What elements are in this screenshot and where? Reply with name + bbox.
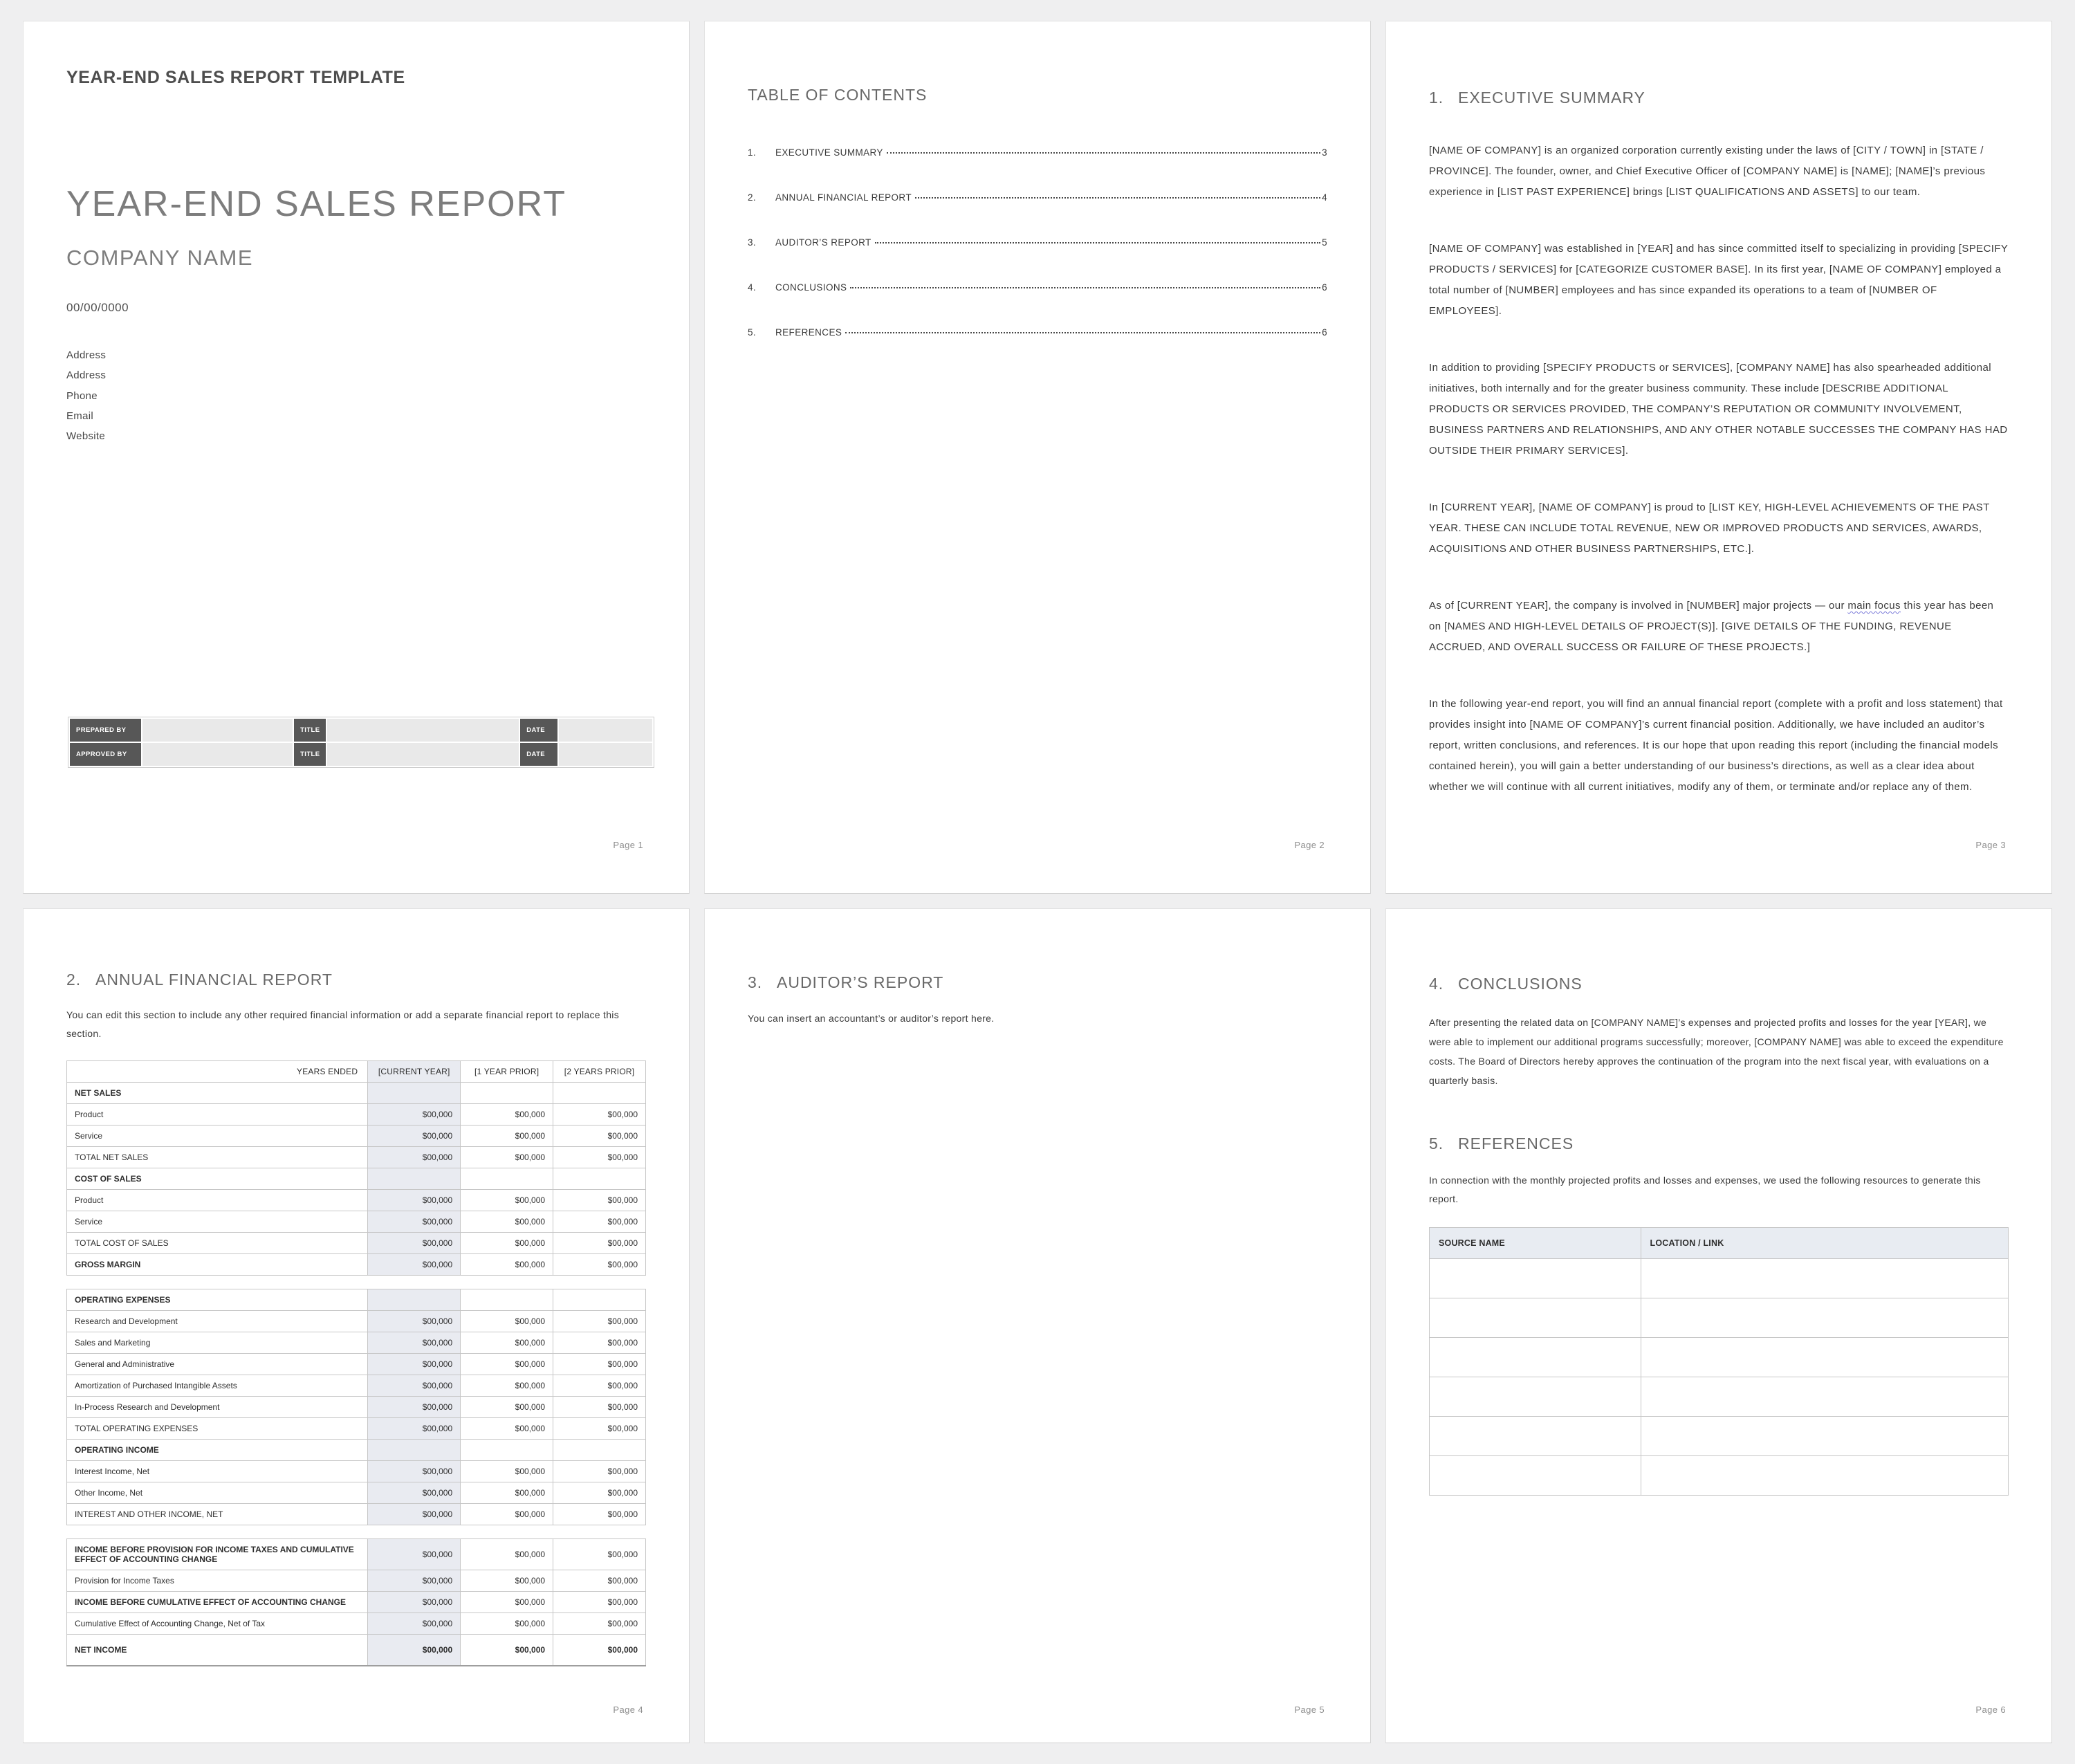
- section-title: EXECUTIVE SUMMARY: [1458, 89, 1645, 107]
- amount-cell: $00,000: [368, 1375, 461, 1397]
- amount-cell: $00,000: [553, 1539, 646, 1570]
- row-label: Product: [67, 1104, 368, 1126]
- contact-block: [66, 345, 646, 446]
- location-link-field[interactable]: [1641, 1377, 2009, 1417]
- row-label: GROSS MARGIN: [67, 1254, 368, 1276]
- amount-cell: $00,000: [553, 1233, 646, 1254]
- executive-summary-body: [1429, 140, 2009, 798]
- page-number: Page 4: [613, 1705, 643, 1715]
- row-label: Research and Development: [67, 1311, 368, 1332]
- financial-table-operating: [66, 1289, 646, 1525]
- empty-amount-cell[interactable]: [461, 1168, 553, 1190]
- source-name-field[interactable]: [1430, 1338, 1641, 1377]
- amount-cell: $00,000: [461, 1570, 553, 1592]
- toc-item-page: 4: [1322, 192, 1327, 203]
- section-title: REFERENCES: [1458, 1134, 1574, 1152]
- empty-amount-cell[interactable]: [461, 1289, 553, 1311]
- location-link-field[interactable]: [1641, 1298, 2009, 1338]
- toc-item-page: 6: [1322, 327, 1327, 338]
- amount-cell: $00,000: [461, 1104, 553, 1126]
- amount-cell: $00,000: [553, 1332, 646, 1354]
- amount-cell: $00,000: [368, 1418, 461, 1440]
- financial-table-header-row: [67, 1061, 646, 1083]
- amount-cell: $00,000: [461, 1539, 553, 1570]
- current-year-header: [CURRENT YEAR]: [368, 1061, 461, 1083]
- financial-row: [67, 1147, 646, 1168]
- amount-cell: $00,000: [368, 1104, 461, 1126]
- amount-cell: $00,000: [461, 1461, 553, 1482]
- empty-amount-cell[interactable]: [553, 1289, 646, 1311]
- amount-cell: $00,000: [553, 1397, 646, 1418]
- amount-cell: $00,000: [461, 1233, 553, 1254]
- section-number: 1.: [1429, 89, 1444, 107]
- amount-cell: $00,000: [553, 1211, 646, 1233]
- title-label: TITLE: [294, 743, 326, 766]
- row-label: INCOME BEFORE CUMULATIVE EFFECT OF ACCOUNTING CHANGE: [67, 1592, 368, 1613]
- section-title: CONCLUSIONS: [1458, 975, 1583, 993]
- row-label: In-Process Research and Development: [67, 1397, 368, 1418]
- section-heading-references: [1429, 1134, 2009, 1153]
- financial-row: [67, 1211, 646, 1233]
- title-field[interactable]: [327, 743, 519, 766]
- financial-row: [67, 1332, 646, 1354]
- source-name-field[interactable]: [1430, 1417, 1641, 1456]
- empty-amount-cell[interactable]: [553, 1083, 646, 1104]
- date-field[interactable]: [559, 743, 652, 766]
- prepared-by-field[interactable]: [142, 719, 293, 742]
- template-name-header: YEAR-END SALES REPORT TEMPLATE: [66, 68, 405, 87]
- section-title: ANNUAL FINANCIAL REPORT: [95, 971, 333, 989]
- toc-item-page: 3: [1322, 147, 1327, 158]
- toc-item-executive-summary[interactable]: [748, 147, 1327, 158]
- amount-cell: $00,000: [553, 1504, 646, 1525]
- amount-cell: $00,000: [553, 1147, 646, 1168]
- empty-amount-cell[interactable]: [461, 1083, 553, 1104]
- amount-cell: $00,000: [368, 1254, 461, 1276]
- row-label: OPERATING EXPENSES: [67, 1289, 368, 1311]
- financial-row: [67, 1482, 646, 1504]
- amount-cell: $00,000: [368, 1332, 461, 1354]
- page-6-conclusions-references: [1385, 908, 2052, 1743]
- page-number: Page 5: [1294, 1705, 1325, 1715]
- approved-by-row: [70, 743, 652, 766]
- report-date: 00/00/0000: [66, 301, 129, 314]
- row-label: Product: [67, 1190, 368, 1211]
- amount-cell: $00,000: [368, 1211, 461, 1233]
- amount-cell: $00,000: [461, 1504, 553, 1525]
- toc-item-number: 3.: [748, 237, 757, 248]
- row-label: NET INCOME: [67, 1635, 368, 1666]
- page-1-cover: [23, 21, 690, 894]
- references-empty-row: [1430, 1259, 2009, 1298]
- amount-cell: $00,000: [368, 1504, 461, 1525]
- amount-cell: $00,000: [368, 1311, 461, 1332]
- financial-row: [67, 1397, 646, 1418]
- amount-cell: $00,000: [368, 1147, 461, 1168]
- amount-cell: $00,000: [368, 1539, 461, 1570]
- paragraph: In addition to providing [SPECIFY PRODUCTS or SERVICES], [COMPANY NAME] has also spearheaded additional initiatives, both internally and for the greater business community. These include [DESCRIBE ADDITIONAL PRODUCTS OR SERVICES PROVIDED, THE COMPANY’S REPUTATION OR COMMUNITY INVOLVEMENT, BUSINESS PARTNERS AND RELATIONSHIPS, AND ANY OTHER NOTABLE SUCCESSES THE COMPANY HAS HAD OUTSIDE THEIR PRIMARY SERVICES].: [1429, 362, 2008, 457]
- page-number: Page 6: [1975, 1705, 2006, 1715]
- row-label: Sales and Marketing: [67, 1332, 368, 1354]
- empty-amount-cell[interactable]: [368, 1440, 461, 1461]
- paragraph-text: this year has been on [NAMES AND HIGH-LEVEL DETAILS OF PROJECT(S)]. [GIVE DETAILS OF THE FUNDING, REVENUE ACCRUED, AND OVERALL SUCCESS OR FAILURE OF THESE PROJECTS.]: [1429, 600, 1994, 653]
- toc-item-annual-financial-report[interactable]: [748, 192, 1327, 203]
- amount-cell: $00,000: [553, 1126, 646, 1147]
- page-number: Page 1: [613, 840, 643, 850]
- amount-cell: $00,000: [368, 1190, 461, 1211]
- amount-cell: $00,000: [553, 1418, 646, 1440]
- row-label: COST OF SALES: [67, 1168, 368, 1190]
- amount-cell: $00,000: [368, 1635, 461, 1666]
- dot-leader: [875, 242, 1320, 244]
- amount-cell: $00,000: [553, 1570, 646, 1592]
- amount-cell: $00,000: [461, 1397, 553, 1418]
- amount-cell: $00,000: [368, 1482, 461, 1504]
- toc-item-number: 5.: [748, 327, 757, 338]
- empty-amount-cell[interactable]: [553, 1440, 646, 1461]
- dot-leader: [887, 152, 1320, 154]
- section-heading-annual-financial-report: [66, 971, 646, 989]
- company-name: COMPANY NAME: [66, 246, 254, 270]
- section-number: 2.: [66, 971, 82, 989]
- date-label: DATE: [520, 719, 557, 742]
- empty-amount-cell[interactable]: [368, 1168, 461, 1190]
- amount-cell: $00,000: [461, 1482, 553, 1504]
- location-link-field[interactable]: [1641, 1259, 2009, 1298]
- row-label: TOTAL NET SALES: [67, 1147, 368, 1168]
- dot-leader: [850, 287, 1320, 288]
- source-name-field[interactable]: [1430, 1377, 1641, 1417]
- financial-row: [67, 1539, 646, 1570]
- conclusions-paragraph: After presenting the related data on [COMPANY NAME]’s expenses and projected profits and losses for the year [YEAR], we were able to implement our additional programs successfully; moreover, [COMPANY NAME] was able to exceed the expenditure costs. The Board of Directors hereby approves the continuation of the program into the next fiscal year, with evaluations on a quarterly basis.: [1429, 1017, 2004, 1086]
- references-intro: In connection with the monthly projected profits and losses and expenses, we used the following resources to generate this report.: [1429, 1175, 1981, 1204]
- prepared-by-label: PREPARED BY: [70, 719, 141, 742]
- source-name-field[interactable]: [1430, 1259, 1641, 1298]
- amount-cell: $00,000: [461, 1375, 553, 1397]
- amount-cell: $00,000: [368, 1613, 461, 1635]
- toc-item-label: AUDITOR’S REPORT: [775, 237, 872, 248]
- toc-list: [748, 147, 1327, 338]
- contact-line-address1: Address: [66, 349, 107, 361]
- amount-cell: $00,000: [553, 1254, 646, 1276]
- toc-item-label: REFERENCES: [775, 327, 842, 338]
- amount-cell: $00,000: [368, 1126, 461, 1147]
- section-heading-conclusions: [1429, 975, 2009, 993]
- page-2-toc: [704, 21, 1371, 894]
- amount-cell: $00,000: [461, 1332, 553, 1354]
- title-label: TITLE: [294, 719, 326, 742]
- date-label: DATE: [520, 743, 557, 766]
- toc-item-number: 2.: [748, 192, 757, 203]
- toc-item-auditors-report[interactable]: [748, 237, 1327, 248]
- toc-item-page: 5: [1322, 237, 1327, 248]
- financial-row: [67, 1289, 646, 1311]
- row-label: Interest Income, Net: [67, 1461, 368, 1482]
- auditors-report-placeholder: You can insert an accountant’s or auditor’s report here.: [748, 1013, 995, 1024]
- amount-cell: $00,000: [461, 1211, 553, 1233]
- approved-by-field[interactable]: [142, 743, 293, 766]
- financial-row: [67, 1592, 646, 1613]
- financial-row: [67, 1104, 646, 1126]
- toc-item-page: 6: [1322, 282, 1327, 293]
- financial-row: [67, 1126, 646, 1147]
- contact-line-email: Email: [66, 410, 94, 422]
- paragraph: In [CURRENT YEAR], [NAME OF COMPANY] is proud to [LIST KEY, HIGH-LEVEL ACHIEVEMENTS OF THE PAST YEAR. THESE CAN INCLUDE TOTAL REVENUE, NEW OR IMPROVED PRODUCTS AND SERVICES, AWARDS, ACQUISITIONS AND OTHER BUSINESS PARTNERSHIPS, ETC.].: [1429, 502, 1990, 555]
- amount-cell: $00,000: [553, 1461, 646, 1482]
- financial-row: [67, 1254, 646, 1276]
- row-label: OPERATING INCOME: [67, 1440, 368, 1461]
- financial-row: [67, 1440, 646, 1461]
- amount-cell: $00,000: [461, 1147, 553, 1168]
- amount-cell: $00,000: [461, 1311, 553, 1332]
- financial-report-intro: You can edit this section to include any other required financial information or add a separate financial report to replace this section.: [66, 1009, 620, 1039]
- amount-cell: $00,000: [553, 1354, 646, 1375]
- page-5-auditors-report: [704, 908, 1371, 1743]
- toc-item-number: 1.: [748, 147, 757, 158]
- signoff-table: [68, 717, 654, 768]
- amount-cell: $00,000: [553, 1635, 646, 1666]
- section-heading-auditors-report: [748, 973, 1327, 992]
- empty-amount-cell[interactable]: [368, 1083, 461, 1104]
- references-empty-row: [1430, 1456, 2009, 1496]
- amount-cell: $00,000: [461, 1418, 553, 1440]
- location-link-field[interactable]: [1641, 1417, 2009, 1456]
- financial-row: [67, 1083, 646, 1104]
- amount-cell: $00,000: [553, 1104, 646, 1126]
- financial-row: [67, 1461, 646, 1482]
- spellcheck-flagged-text: main focus: [1847, 600, 1901, 612]
- row-label: TOTAL COST OF SALES: [67, 1233, 368, 1254]
- amount-cell: $00,000: [461, 1592, 553, 1613]
- section-number: 3.: [748, 973, 763, 991]
- date-field[interactable]: [559, 719, 652, 742]
- location-link-header: LOCATION / LINK: [1641, 1228, 2009, 1259]
- paragraph-text: As of [CURRENT YEAR], the company is involved in [NUMBER] major projects — our: [1429, 600, 1848, 612]
- row-label: Service: [67, 1126, 368, 1147]
- financial-table-income: [66, 1538, 646, 1666]
- financial-row: [67, 1504, 646, 1525]
- page-number: Page 3: [1975, 840, 2006, 850]
- location-link-field[interactable]: [1641, 1338, 2009, 1377]
- row-label: Service: [67, 1211, 368, 1233]
- empty-amount-cell[interactable]: [461, 1440, 553, 1461]
- financial-row: [67, 1613, 646, 1635]
- amount-cell: $00,000: [553, 1592, 646, 1613]
- financial-row: [67, 1418, 646, 1440]
- amount-cell: $00,000: [461, 1613, 553, 1635]
- location-link-field[interactable]: [1641, 1456, 2009, 1496]
- toc-item-label: CONCLUSIONS: [775, 282, 847, 293]
- contact-line-address2: Address: [66, 369, 107, 382]
- empty-amount-cell[interactable]: [368, 1289, 461, 1311]
- amount-cell: $00,000: [553, 1482, 646, 1504]
- paragraph: In the following year-end report, you will find an annual financial report (complete with a profit and loss statement) that provides insight into [NAME OF COMPANY]’s current financial position. Additionally, we have included an auditor’s report, written conclusions, and references. It is our hope that upon reading this report (including the financial models contained herein), you will gain a better understanding of our business’s directions, as well as a clear idea about whether we will continue with all current initiatives, modify any of them, or terminate and/or replace any of them.: [1429, 698, 2003, 793]
- section-heading-executive-summary: [1429, 89, 2009, 107]
- amount-cell: $00,000: [368, 1354, 461, 1375]
- financial-row: [67, 1233, 646, 1254]
- page-4-annual-financial-report: [23, 908, 690, 1743]
- amount-cell: $00,000: [461, 1126, 553, 1147]
- references-header-row: [1430, 1228, 2009, 1259]
- row-label: Provision for Income Taxes: [67, 1570, 368, 1592]
- financial-row: [67, 1168, 646, 1190]
- toc-item-label: ANNUAL FINANCIAL REPORT: [775, 192, 912, 203]
- paragraph: [NAME OF COMPANY] is an organized corporation currently existing under the laws of [CITY / TOWN] in [STATE / PROVINCE]. The founder, owner, and Chief Executive Officer of [COMPANY NAME] is [NAME]; [NAME]’s previous experience in [LIST PAST EXPERIENCE] brings [LIST QUALIFICATIONS AND ASSETS] to our team.: [1429, 145, 1986, 198]
- amount-cell: $00,000: [461, 1254, 553, 1276]
- amount-cell: $00,000: [553, 1190, 646, 1211]
- references-empty-row: [1430, 1338, 2009, 1377]
- row-label: TOTAL OPERATING EXPENSES: [67, 1418, 368, 1440]
- contact-line-phone: Phone: [66, 389, 98, 402]
- approved-by-label: APPROVED BY: [70, 743, 141, 766]
- years-ended-header: YEARS ENDED: [67, 1061, 368, 1083]
- dot-leader: [915, 197, 1320, 199]
- row-label: Other Income, Net: [67, 1482, 368, 1504]
- one-year-prior-header: [1 YEAR PRIOR]: [461, 1061, 553, 1083]
- amount-cell: $00,000: [553, 1375, 646, 1397]
- empty-amount-cell[interactable]: [553, 1168, 646, 1190]
- amount-cell: $00,000: [553, 1311, 646, 1332]
- section-title: AUDITOR’S REPORT: [777, 973, 944, 991]
- page-number: Page 2: [1294, 840, 1325, 850]
- toc-item-references[interactable]: [748, 327, 1327, 338]
- row-label: Cumulative Effect of Accounting Change, Net of Tax: [67, 1613, 368, 1635]
- two-years-prior-header: [2 YEARS PRIOR]: [553, 1061, 646, 1083]
- row-label: NET SALES: [67, 1083, 368, 1104]
- amount-cell: $00,000: [461, 1635, 553, 1666]
- toc-item-number: 4.: [748, 282, 757, 293]
- amount-cell: $00,000: [368, 1461, 461, 1482]
- title-field[interactable]: [327, 719, 519, 742]
- financial-table-sales: [66, 1060, 646, 1276]
- page-3-executive-summary: [1385, 21, 2052, 894]
- references-empty-row: [1430, 1417, 2009, 1456]
- row-label: Amortization of Purchased Intangible Assets: [67, 1375, 368, 1397]
- amount-cell: $00,000: [368, 1233, 461, 1254]
- amount-cell: $00,000: [461, 1354, 553, 1375]
- row-label: General and Administrative: [67, 1354, 368, 1375]
- section-number: 5.: [1429, 1134, 1444, 1152]
- contact-line-website: Website: [66, 430, 106, 442]
- financial-row: [67, 1375, 646, 1397]
- amount-cell: $00,000: [461, 1190, 553, 1211]
- dot-leader: [845, 332, 1320, 333]
- financial-row: [67, 1311, 646, 1332]
- amount-cell: $00,000: [368, 1592, 461, 1613]
- source-name-field[interactable]: [1430, 1456, 1641, 1496]
- references-table: [1429, 1227, 2009, 1496]
- amount-cell: $00,000: [553, 1613, 646, 1635]
- references-empty-row: [1430, 1377, 2009, 1417]
- financial-row: [67, 1635, 646, 1666]
- references-empty-row: [1430, 1298, 2009, 1338]
- financial-row: [67, 1190, 646, 1211]
- row-label: INCOME BEFORE PROVISION FOR INCOME TAXES AND CUMULATIVE EFFECT OF ACCOUNTING CHANGE: [67, 1539, 368, 1570]
- paragraph: [NAME OF COMPANY] was established in [YEAR] and has since committed itself to specializing in providing [SPECIFY PRODUCTS / SERVICES] for [CATEGORIZE CUSTOMER BASE]. In its first year, [NAME OF COMPANY] employed a total number of [NUMBER] employees and has since expanded its operations to a team of [NUMBER OF EMPLOYEES].: [1429, 243, 2009, 317]
- source-name-field[interactable]: [1430, 1298, 1641, 1338]
- toc-item-conclusions[interactable]: [748, 282, 1327, 293]
- financial-row: [67, 1570, 646, 1592]
- amount-cell: $00,000: [368, 1397, 461, 1418]
- financial-row: [67, 1354, 646, 1375]
- prepared-by-row: [70, 719, 652, 742]
- amount-cell: $00,000: [368, 1570, 461, 1592]
- paragraph: [1429, 596, 2009, 658]
- report-title: YEAR-END SALES REPORT: [66, 184, 567, 224]
- toc-item-label: EXECUTIVE SUMMARY: [775, 147, 883, 158]
- section-number: 4.: [1429, 975, 1444, 993]
- source-name-header: SOURCE NAME: [1430, 1228, 1641, 1259]
- row-label: INTEREST AND OTHER INCOME, NET: [67, 1504, 368, 1525]
- toc-title: TABLE OF CONTENTS: [748, 86, 928, 104]
